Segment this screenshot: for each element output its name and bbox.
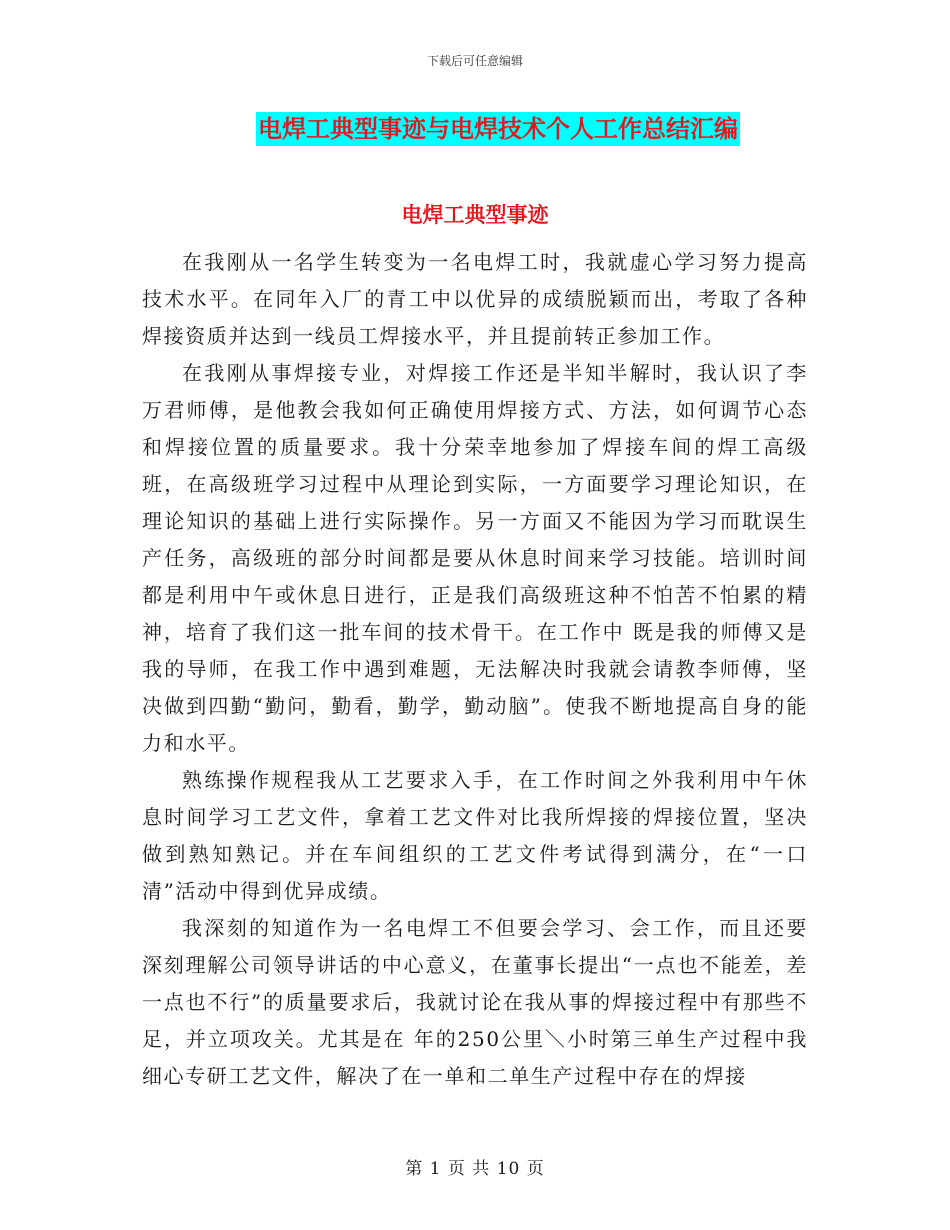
- paragraph: 在我刚从事焊接专业，对焊接工作还是半知半解时，我认识了李万君师傅，是他教会我如何正确使用焊接方式、方法，如何调节心态和焊接位置的质量要求。我十分荣幸地参加了焊接车间的焊工高级班，在高级班学习过程中从理论到实际，一方面要学习理论知识，在理论知识的基础上进行实际操作。另一方面又不能因为学习而耽误生产任务，高级班的部分时间都是要从休息时间来学习技能。培训时间都是利用中午或休息日进行，正是我们高级班这种不怕苦不怕累的精神，培育了我们这一批车间的技术骨干。在工作中 既是我的师傅又是我的导师，在我工作中遇到难题，无法解决时我就会请教李师傅，坚决做到四勤“勤问，勤看，勤学，勤动脑”。使我不断地提高自身的能力和水平。: [142, 361, 808, 755]
- page-footer: [0, 1154, 950, 1179]
- main-title-container: [0, 112, 950, 146]
- paragraph: 熟练操作规程我从工艺要求入手，在工作时间之外我利用中午休息时间学习工艺文件，拿着工艺文件对比我所焊接的焊接位置，坚决做到熟知熟记。并在车间组织的工艺文件考试得到满分，在“一口清”活动中得到优异成绩。: [142, 768, 808, 903]
- paragraph: 在我刚从一名学生转变为一名电焊工时，我就虚心学习努力提高技术水平。在同年入厂的青工中以优异的成绩脱颖而出，考取了各种焊接资质并达到一线员工焊接水平，并且提前转正参加工作。: [142, 250, 808, 348]
- header-note: 下载后可任意编辑: [426, 54, 523, 68]
- body-text: [142, 244, 808, 1095]
- document-title: 电焊工典型事迹与电焊技术个人工作总结汇编: [256, 112, 740, 146]
- page-number-label: 第 1 页 共 10 页: [405, 1159, 545, 1179]
- paragraph: 我深刻的知道作为一名电焊工不但要会学习、会工作，而且还要深刻理解公司领导讲话的中心意义，在董事长提出“一点也不能差，差一点也不行”的质量要求后，我就讨论在我从事的焊接过程中有那些不足，并立项攻关。尤其是在 年的250公里＼小时第三单生产过程中我细心专研工艺文件，解决了在一单和二单生产过程中存在的焊接: [142, 916, 808, 1088]
- section-heading: 电焊工典型事迹: [401, 203, 549, 227]
